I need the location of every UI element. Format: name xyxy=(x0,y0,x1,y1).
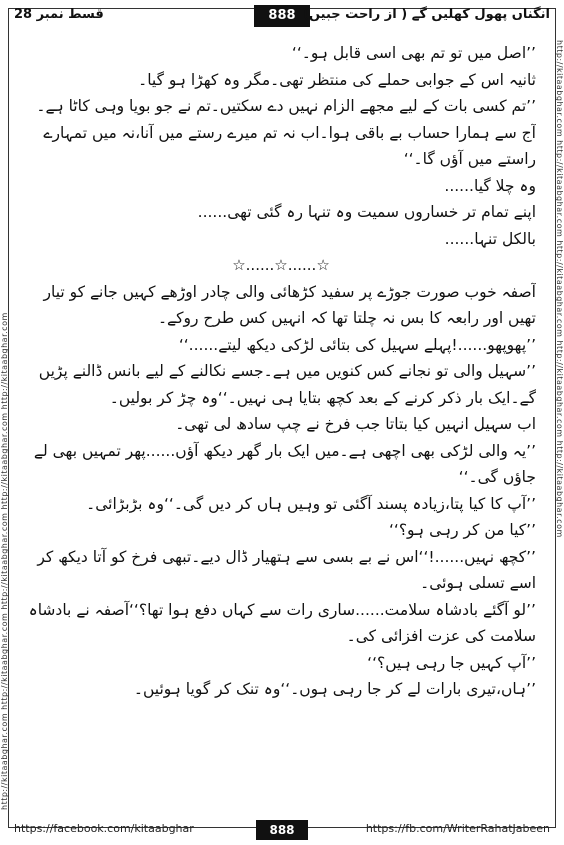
writer-link[interactable]: https://fb.com/WriterRahatJabeen xyxy=(365,822,550,835)
paragraph: ’’لو آگئے بادشاہ سلامت......ساری رات سے کہاں دفع ہوا تھا؟‘‘آصفہ نے بادشاہ سلامت کی عزت افزائی کی۔ xyxy=(28,600,536,645)
paragraph: بالکل تنہا...... xyxy=(444,229,536,248)
book-title: انگناں پھول کھلیں گے ( از راحت جبیں) xyxy=(303,7,550,22)
paragraph: ’’آپ کا کیا پتا،زیادہ پسند آگئی تو وہیں ہاں کر دیں گی۔‘‘وہ بڑبڑائی۔ xyxy=(86,494,536,513)
paragraph: ’’کچھ نہیں......!‘‘اس نے بے بسی سے ہتھیار ڈال دیے۔تبھی فرخ کو آتا دیکھ کر اسے تسلی ہوئی۔ xyxy=(37,547,536,592)
footer-page-number: 888 xyxy=(256,820,308,840)
paragraph: اب سہیل انہیں کیا بتاتا جب فرخ نے چپ سادھ لی تھی۔ xyxy=(175,415,536,433)
paragraph: وہ چلا گیا...... xyxy=(444,176,536,195)
page-header xyxy=(0,0,564,32)
story-text xyxy=(26,40,536,810)
episode-label: قسط نمبر 28 xyxy=(14,7,104,22)
right-side-url: http://kitaabghar.com http://kitaabghar.com http://kitaabghar.com http://kitaabghar.com http://kitaabghar.com xyxy=(555,40,564,538)
facebook-link[interactable]: https://facebook.com/kitaabghar xyxy=(14,822,194,835)
left-side-url: http://kitaabghar.com http://kitaabghar.com http://kitaabghar.com http://kitaabghar.com http://kitaabghar.com xyxy=(0,312,9,810)
paragraph: ’’تم کسی بات کے لیے مجھے الزام نہیں دے سکتیں۔تم نے جو بویا وہی کاٹا ہے۔آج سے ہمارا حساب بے باقی ہوا۔اب نہ تم میرے رستے میں آنا،نہ میں تمہارے راستے میں آؤں گا۔‘‘ xyxy=(36,97,536,168)
paragraph: ’’یہ والی لڑکی بھی اچھی ہے۔میں ایک بار گھر دیکھ آؤں......پھر تمہیں بھی لے جاؤں گی۔‘‘ xyxy=(33,441,536,486)
paragraph: ’’پھوپھو......!پہلے سہیل کی بتائی لڑکی دیکھ لیتے......‘‘ xyxy=(178,335,536,354)
paragraph: ’’آپ کہیں جا رہی ہیں؟‘‘ xyxy=(367,653,536,672)
section-separator: ☆......☆......☆ xyxy=(232,256,330,274)
page-footer xyxy=(0,814,564,844)
paragraph: اپنے تمام تر خساروں سمیت وہ تنہا رہ گئی تھی...... xyxy=(197,203,536,221)
paragraph: ’’سہیل والی تو نجانے کس کنویں میں ہے۔جسے نکالنے کے لیے بانس ڈالنے پڑیں گے۔ایک بار ذکر کرنے کے بعد کچھ بتایا ہی نہیں۔‘‘وہ چڑ کر بولیں۔ xyxy=(38,362,536,407)
paragraph: ’’کیا من کر رہی ہو؟‘‘ xyxy=(388,521,536,539)
page-number-badge: 888 xyxy=(254,5,310,27)
paragraph: آصفہ خوب صورت جوڑے پر سفید کڑھائی والی چادر اوڑھے کہیں جانے کو تیار تھیں اور رابعہ کا بس نہ چلتا تھا کہ انہیں کس طرح روکے۔ xyxy=(43,282,536,327)
paragraph: ’’اصل میں تو تم بھی اسی قابل ہو۔‘‘ xyxy=(291,44,536,62)
paragraph: ’’ہاں،تیری بارات لے کر جا رہی ہوں۔‘‘وہ تنک کر گویا ہوئیں۔ xyxy=(133,680,536,698)
paragraph: ثانیہ اس کے جوابی حملے کی منتظر تھی۔مگر وہ کھڑا ہو گیا۔ xyxy=(138,70,536,89)
